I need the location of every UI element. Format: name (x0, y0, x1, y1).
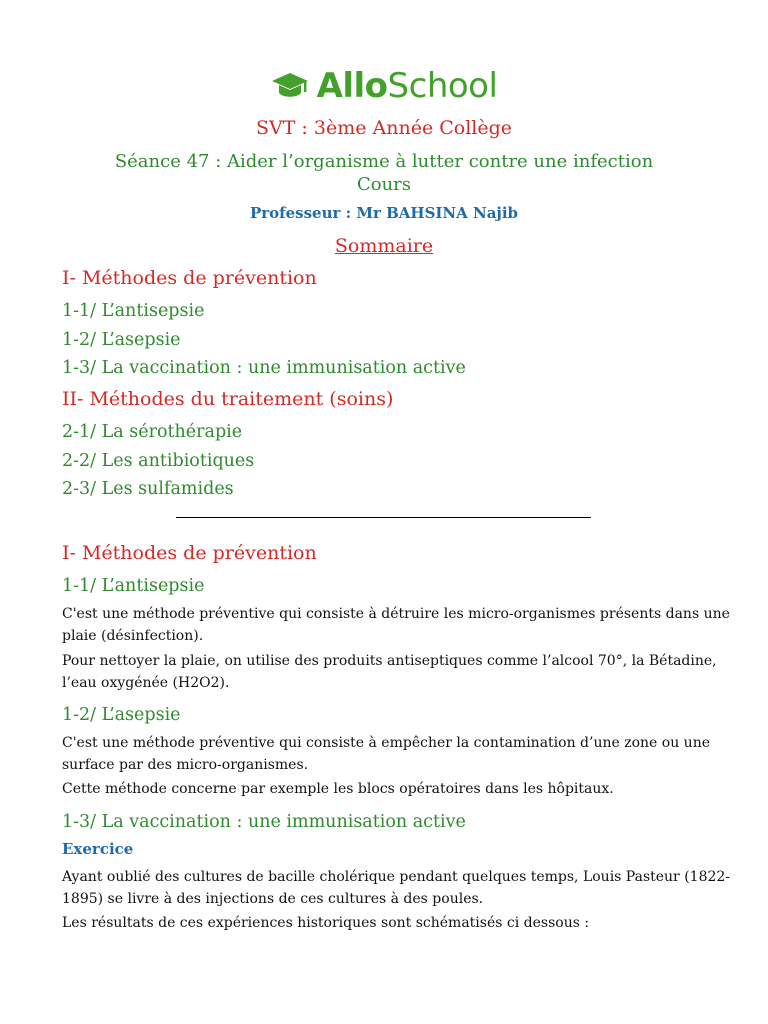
paragraph-line: Ayant oublié des cultures de bacille cholérique pendant quelques temps, Louis Pasteur (1822- (62, 869, 731, 885)
paragraph-line: Cette méthode concerne par exemple les blocs opératoires dans les hôpitaux. (62, 781, 614, 797)
logo-text-regular: School (387, 66, 498, 106)
toc-section-1: I- Méthodes de prévention (62, 267, 317, 289)
subject-title: SVT : 3ème Année Collège (255, 117, 513, 139)
section-1-heading: I- Méthodes de prévention (62, 542, 317, 564)
paragraph-line: l’eau oxygénée (H2O2). (62, 675, 230, 691)
cours-label: Cours (356, 174, 412, 195)
paragraph-line: C'est une méthode préventive qui consiste à détruire les micro-organismes présents dans une (62, 606, 730, 622)
seance-title: Séance 47 : Aider l’organisme à lutter contre une infection (114, 151, 654, 172)
toc-item-1-3: 1-3/ La vaccination : une immunisation active (62, 358, 466, 378)
toc-item-2-2: 2-2/ Les antibiotiques (62, 451, 255, 471)
logo-text-bold: Allo (316, 66, 388, 106)
separator-rule (176, 517, 591, 518)
graduation-cap-icon (271, 71, 309, 101)
paragraph-line: surface par des micro-organismes. (62, 757, 309, 773)
logo-text (317, 66, 498, 106)
professor-name: Professeur : Mr BAHSINA Najib (249, 204, 519, 222)
sommaire-heading: Sommaire (334, 235, 434, 257)
toc-item-2-3: 2-3/ Les sulfamides (62, 479, 234, 499)
paragraph-line: 1895) se livre à des injections de ces cultures à des poules. (62, 891, 484, 907)
subsection-1-2-heading: 1-2/ L’asepsie (62, 705, 181, 725)
toc-item-2-1: 2-1/ La sérothérapie (62, 422, 243, 442)
toc-section-2: II- Méthodes du traitement (soins) (62, 388, 394, 410)
subsection-1-1-heading: 1-1/ L’antisepsie (62, 576, 205, 596)
exercice-heading: Exercice (62, 840, 134, 858)
paragraph-line: Pour nettoyer la plaie, on utilise des produits antiseptiques comme l’alcool 70°, la Bétadine, (62, 653, 717, 669)
toc-item-1-2: 1-2/ L’asepsie (62, 330, 181, 350)
paragraph-line: Les résultats de ces expériences historiques sont schématisés ci dessous : (62, 915, 590, 931)
paragraph-line: C'est une méthode préventive qui consiste à empêcher la contamination d’une zone ou une (62, 735, 710, 751)
paragraph-line: plaie (désinfection). (62, 628, 204, 644)
alloschool-logo (0, 66, 768, 106)
toc-item-1-1: 1-1/ L’antisepsie (62, 301, 205, 321)
subsection-1-3-heading: 1-3/ La vaccination : une immunisation active (62, 812, 466, 832)
